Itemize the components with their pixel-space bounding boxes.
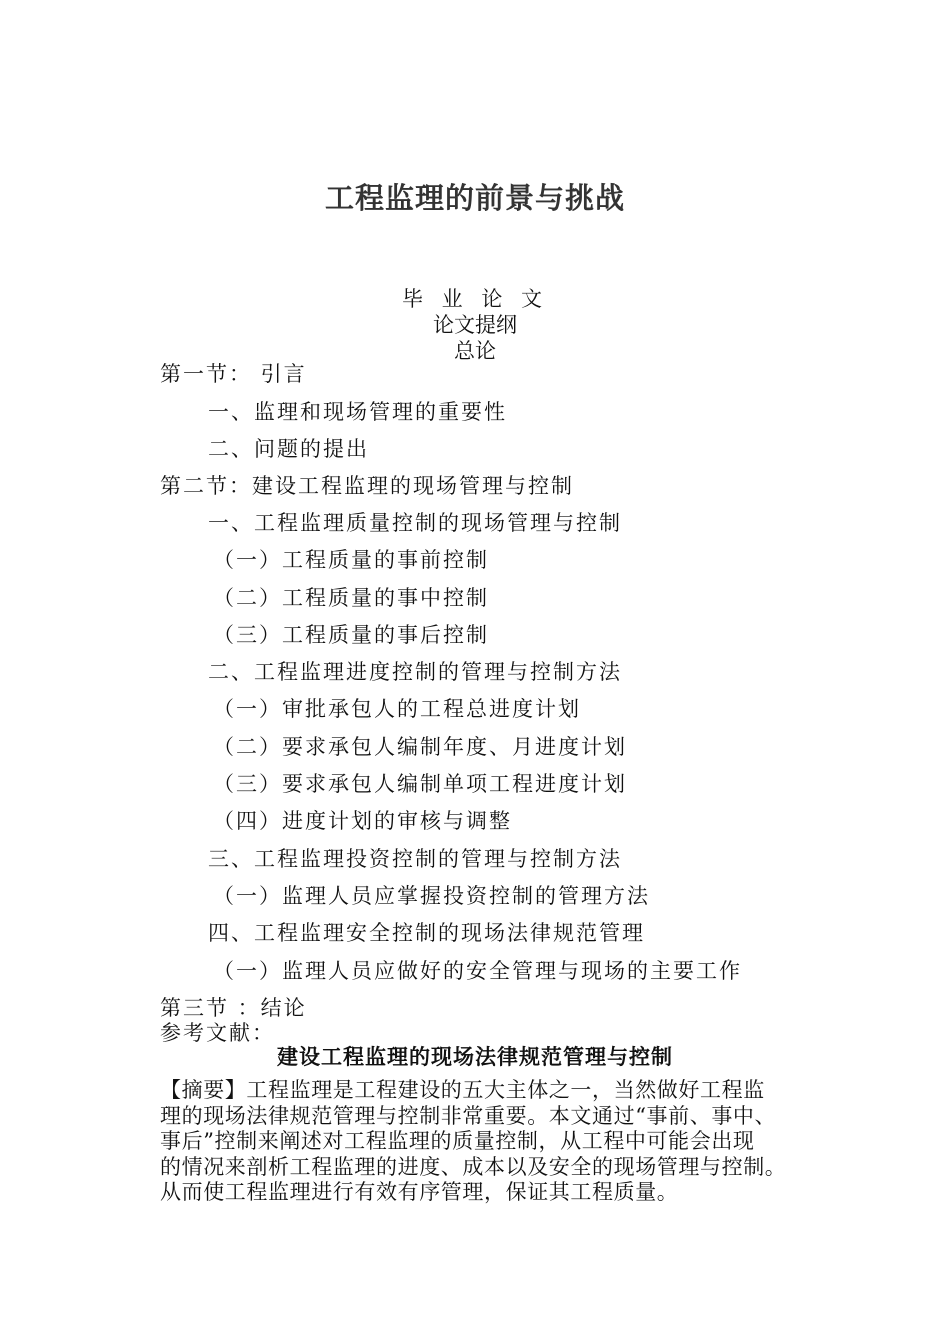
toc-item: 四、工程监理安全控制的现场法律规范管理 [208, 921, 645, 945]
toc-references: 参考文献： [160, 1021, 275, 1045]
toc-subitem: （三）要求承包人编制单项工程进度计划 [213, 772, 627, 796]
document-title: 工程监理的前景与挑战 [324, 181, 625, 215]
abstract-line: 【摘要】工程监理是工程建设的五大主体之一，当然做好工程监 [160, 1078, 765, 1102]
toc-subitem: （一）监理人员应做好的安全管理与现场的主要工作 [213, 959, 742, 983]
toc-section-1: 第一节： 引言 [160, 362, 307, 386]
header-line-thesis: 毕 业 论 文 [401, 287, 549, 311]
abstract-line: 理的现场法律规范管理与控制非常重要。本文通过“事前、事中、 [160, 1103, 777, 1128]
toc-item: 一、工程监理质量控制的现场管理与控制 [208, 511, 622, 535]
toc-item: 一、监理和现场管理的重要性 [208, 400, 507, 424]
header-line-general: 总论 [454, 339, 496, 363]
toc-item: 二、工程监理进度控制的管理与控制方法 [208, 660, 622, 684]
toc-subitem: （四）进度计划的审核与调整 [213, 809, 512, 833]
toc-subitem: （二）工程质量的事中控制 [213, 586, 489, 610]
toc-subitem: （二）要求承包人编制年度、月进度计划 [213, 735, 627, 759]
toc-subitem: （一）审批承包人的工程总进度计划 [213, 697, 581, 721]
abstract-line: 事后”控制来阐述对工程监理的质量控制，从工程中可能会出现 [160, 1129, 755, 1153]
abstract-line: 的情况来剖析工程监理的进度、成本以及安全的现场管理与控制。 [160, 1154, 787, 1179]
toc-subitem: （三）工程质量的事后控制 [213, 623, 489, 647]
toc-section-3: 第三节 ：结论 [160, 996, 307, 1020]
toc-subitem: （一）监理人员应掌握投资控制的管理方法 [213, 884, 650, 908]
toc-item: 三、工程监理投资控制的管理与控制方法 [208, 847, 622, 871]
section-title: 建设工程监理的现场法律规范管理与控制 [277, 1044, 673, 1069]
abstract-paragraph [160, 1078, 870, 1206]
toc-item: 二、问题的提出 [208, 437, 369, 461]
toc-section-2: 第二节：建设工程监理的现场管理与控制 [160, 474, 574, 498]
abstract-line: 从而使工程监理进行有效有序管理，保证其工程质量。 [160, 1180, 679, 1204]
toc-subitem: （一）工程质量的事前控制 [213, 548, 489, 572]
header-line-outline: 论文提纲 [433, 313, 517, 337]
